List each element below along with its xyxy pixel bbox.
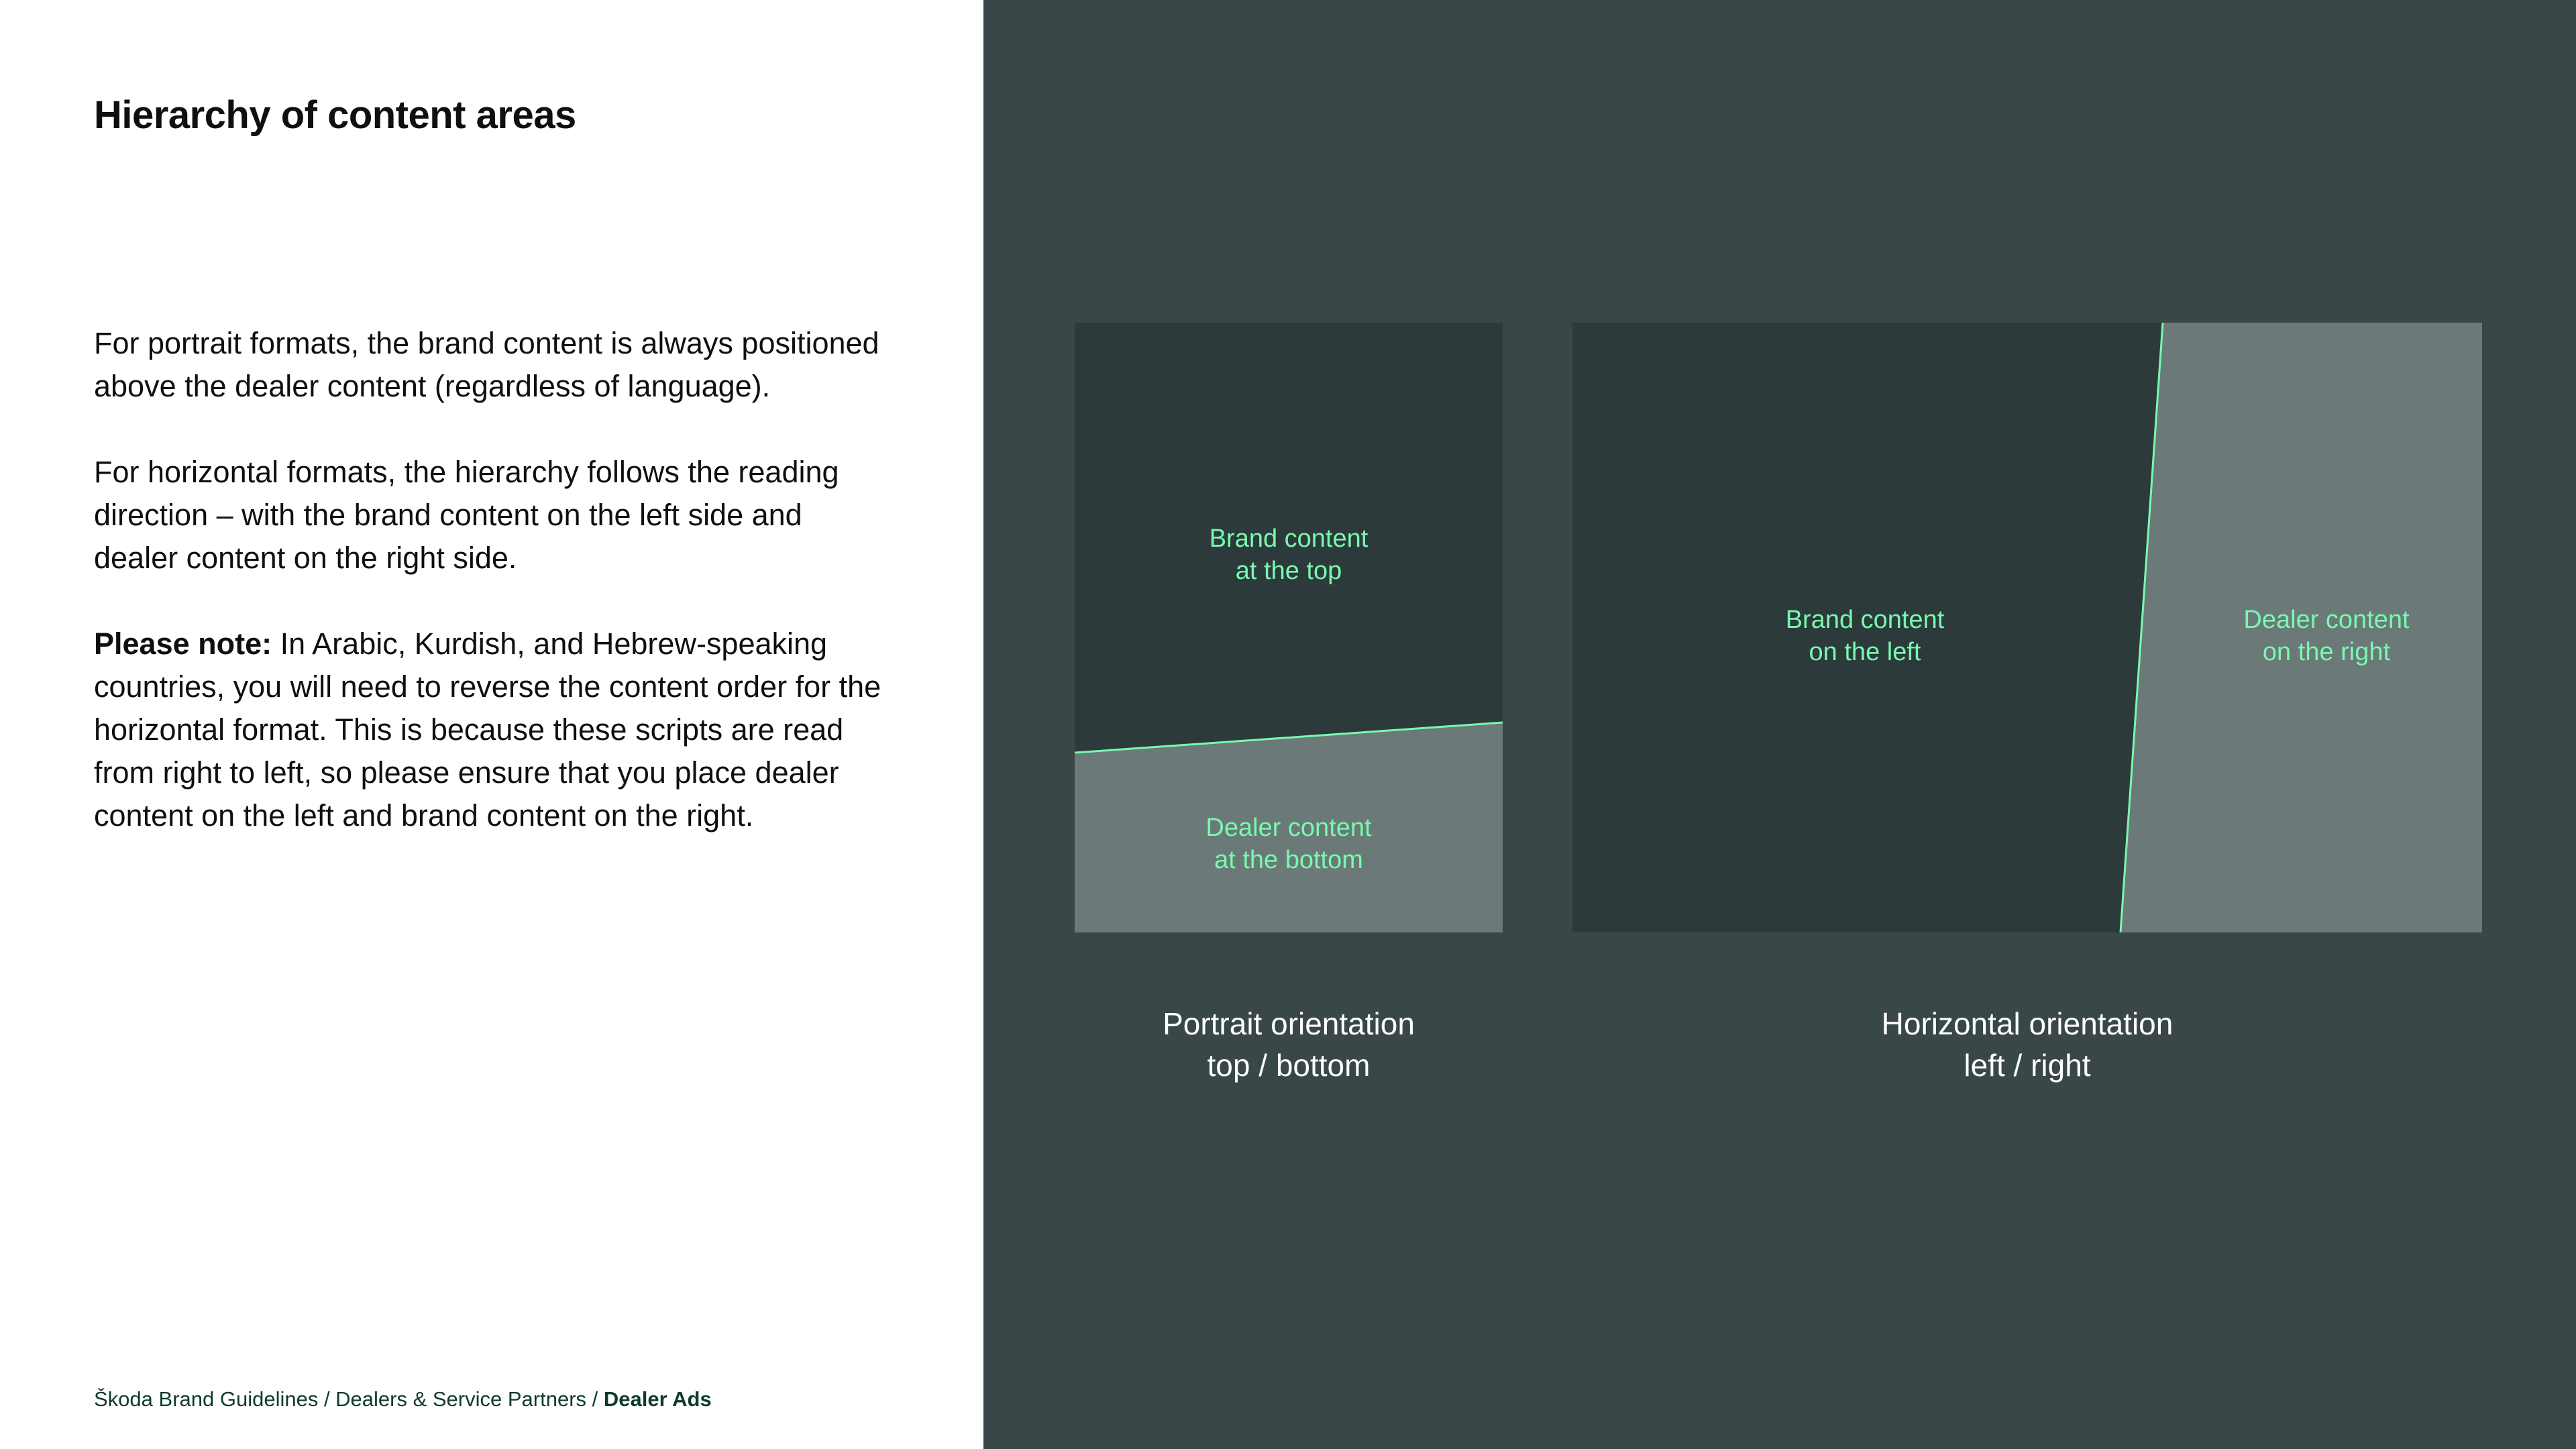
- horizontal-brand-label: Brand content on the left: [1785, 606, 1945, 666]
- breadcrumb-path: Škoda Brand Guidelines / Dealers & Service Partners /: [94, 1387, 604, 1411]
- body-copy: [94, 322, 885, 880]
- horizontal-caption: Horizontal orientation left / right: [1881, 1006, 2174, 1083]
- horizontal-paragraph: For horizontal formats, the hierarchy follows the reading direction – with the brand content on the left side and dealer content on the right side.: [94, 455, 839, 575]
- note-paragraph: [94, 623, 885, 837]
- note-text: In Arabic, Kurdish, and Hebrew-speaking countries, you will need to reverse the content order for the horizontal format. This is because these scripts are read from right to left, so please ensure that you place dealer content on the left and brand content on the right.: [94, 627, 881, 833]
- portrait-paragraph: For portrait formats, the brand content is always positioned above the dealer content (regardless of language).: [94, 326, 879, 403]
- page-title: Hierarchy of content areas: [94, 93, 576, 137]
- portrait-caption: Portrait orientation top / bottom: [1163, 1006, 1415, 1083]
- portrait-brand-label: Brand content at the top: [1209, 525, 1368, 585]
- horizontal-diagram: [1572, 323, 2482, 932]
- portrait-diagram: [1075, 323, 1503, 932]
- breadcrumb-current: Dealer Ads: [603, 1387, 712, 1411]
- note-label: Please note:: [94, 627, 272, 661]
- breadcrumb: [94, 1387, 712, 1411]
- text-panel: [0, 0, 983, 1449]
- horizontal-dealer-label: Dealer content on the right: [2243, 606, 2410, 666]
- portrait-dealer-label: Dealer content at the bottom: [1205, 814, 1372, 874]
